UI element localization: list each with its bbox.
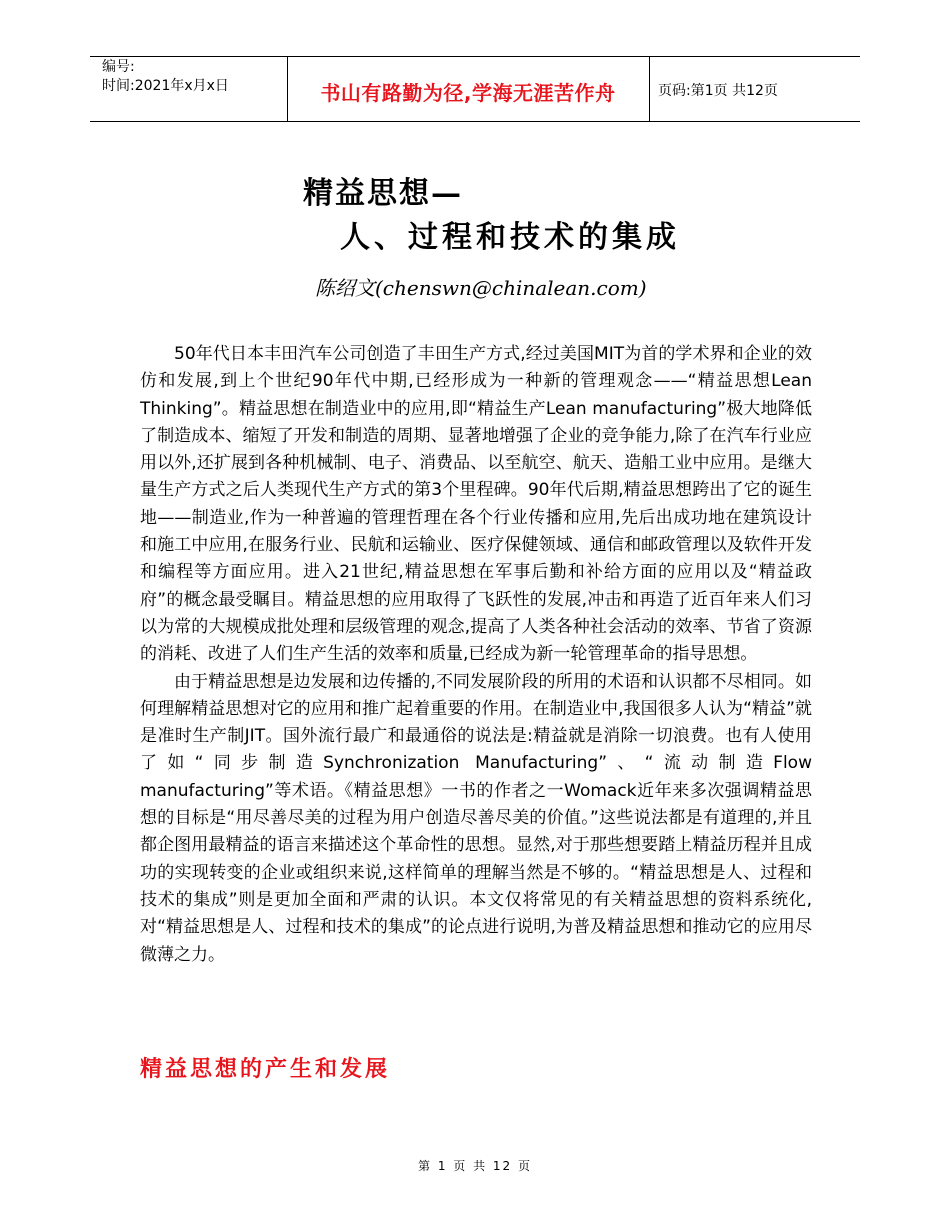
body-paragraph: 50年代日本丰田汽车公司创造了丰田生产方式,经过美国MIT为首的学术界和企业的效仿和发展,到上个世纪90年代中期,已经形成为一种新的管理观念——“精益思想Lean Thinking”。精益思想在制造业中的应用,即“精益生产Lean manufacturing”极大地降低了制造成本、缩短了开发和制造的周期、显著地增强了企业的竞争能力,除了在汽车行业应用以外,还扩展到各种机械制、电子、消费品、以至航空、航天、造船工业中应用。是继大量生产方式之后人类现代生产方式的第3个里程碑。90年代后期,精益思想跨出了它的诞生地——制造业,作为一种普遍的管理哲理在各个行业传播和应用,先后出成功地在建筑设计和施工中应用,在服务行业、民航和运输业、医疗保健领域、通信和邮政管理以及软件开发和编程等方面应用。进入21世纪,精益思想在军事后勤和补给方面的应用以及“精益政府”的概念最受瞩目。精益思想的应用取得了飞跃性的发展,冲击和再造了近百年来人们习以为常的大规模成批处理和层级管理的观念,提高了人类各种社会活动的效率、节省了资源的消耗、改进了人们生产生活的效率和质量,已经成为新一轮管理革命的指导思想。 (140, 344, 812, 665)
section-heading: 精益思想的产生和发展 (140, 1057, 391, 1082)
header-top-rule (90, 56, 860, 57)
document-title-line1: 精益思想— (303, 176, 463, 211)
header-time-label: 时间:2021年x月x日 (102, 78, 229, 94)
document-body (140, 341, 812, 969)
header-divider-right (649, 57, 650, 121)
body-paragraph: 由于精益思想是边发展和边传播的,不同发展阶段的所用的术语和认识都不尽相同。如何理解精益思想对它的应用和推广起着重要的作用。在制造业中,我国很多人认为“精益”就是准时生产制JIT。国外流行最广和最通俗的说法是:精益就是消除一切浪费。也有人使用了如“同步制造Synchronization Manufacturing”、“流动制造Flow manufacturing”等术语。《精益思想》一书的作者之一Womack近年来多次强调精益思想的目标是“用尽善尽美的过程为用户创造尽善尽美的价值。”这些说法都是有道理的,并且都企图用最精益的语言来描述这个革命性的思想。显然,对于那些想要踏上精益历程并且成功的实现转变的企业或组织来说,这样简单的理解当然是不够的。“精益思想是人、过程和技术的集成”则是更加全面和严肃的认识。本文仅将常见的有关精益思想的资料系统化,对“精益思想是人、过程和技术的集成”的论点进行说明,为普及精益思想和推动它的应用尽微薄之力。 (140, 671, 812, 965)
header-meta (102, 58, 229, 96)
header-code-label: 编号: (102, 59, 135, 75)
page-footer: 第 1 页 共 12 页 (418, 1159, 532, 1173)
header-bottom-rule (90, 121, 860, 122)
header-page-info: 页码:第1页 共12页 (658, 83, 778, 99)
document-author: 陈绍文(chenswn@chinalean.com) (315, 276, 647, 300)
document-title-line2: 人、过程和技术的集成 (340, 220, 680, 255)
header-motto: 书山有路勤为径,学海无涯苦作舟 (320, 81, 616, 105)
